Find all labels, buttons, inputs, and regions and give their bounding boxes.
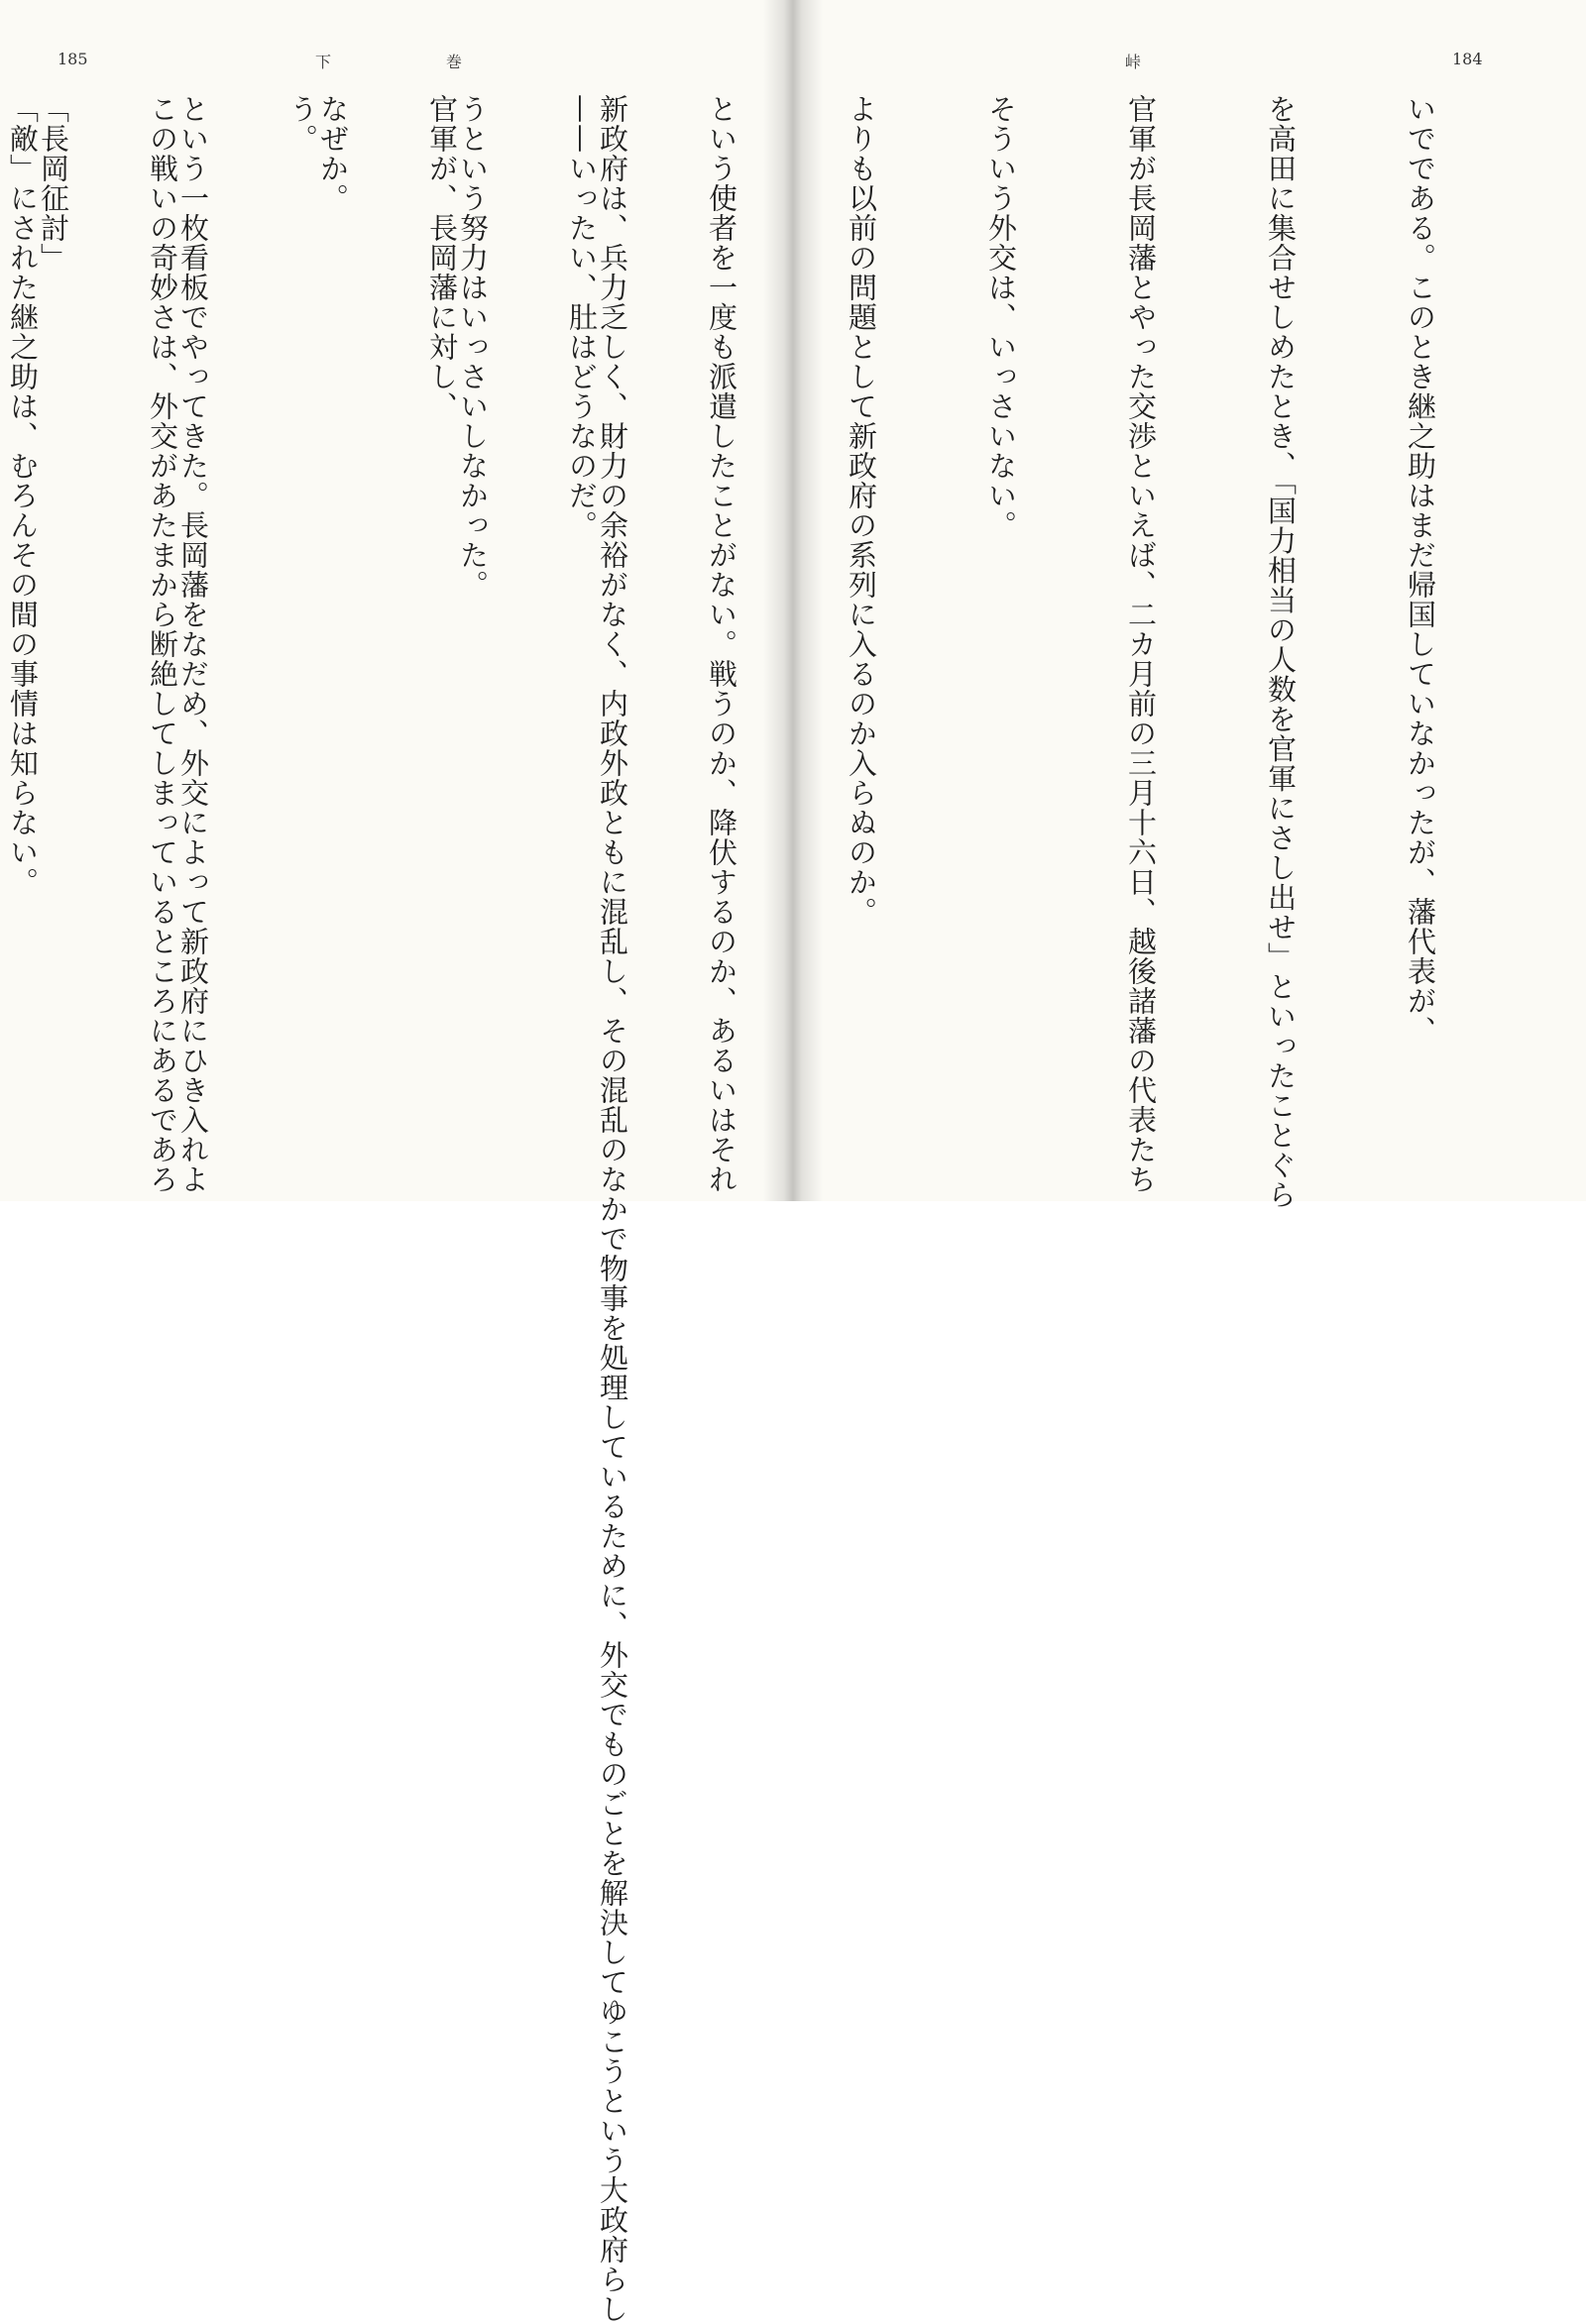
text-line: 新政府は、兵力乏しく、財力の余裕がなく、内政外政ともに混乱し、その混乱のなかで物事を処理しているために、外交でものごとを解決してゆこうという大政府らし (596, 94, 629, 2324)
text-line: という使者を一度も派遣したことがない。戦うのか、降伏するのか、あるいはそれ (705, 94, 738, 1194)
text-line: うという努力はいっさいしなかった。 (456, 94, 490, 600)
text-line: そういう外交は、いっさいない。 (984, 94, 1018, 540)
text-line: 官軍が長岡藩とやった交渉といえば、二カ月前の三月十六日、越後諸藩の代表たち (1124, 94, 1158, 1194)
text-line: 「敵」にされた継之助は、むろんその間の事情は知らない。 (6, 94, 40, 897)
running-title-left: 下 (315, 53, 334, 71)
text-line: ——いったい、肚はどうなのだ。 (565, 94, 599, 540)
page-number-right: 184 (1452, 50, 1483, 68)
text-line: 官軍が、長岡藩に対し、 (425, 94, 459, 421)
text-line: という一枚看板でやってきた。長岡藩をなだめ、外交によって新政府にひき入れよ (176, 94, 210, 1194)
running-title-right: 峠 (1125, 53, 1142, 71)
running-volume-left: 巻 (446, 53, 463, 71)
text-line: を高田に集合せしめたとき、「国力相当の人数を官軍にさし出せ」といったことぐら (1264, 94, 1298, 1210)
page-number-left: 185 (57, 50, 88, 68)
text-line: う。 (285, 94, 319, 154)
text-line: いでである。このとき継之助はまだ帰国していなかったが、藩代表が、 (1404, 94, 1437, 1046)
text-line: よりも以前の問題として新政府の系列に入るのか入らぬのか。 (845, 94, 878, 927)
text-line: 「長岡征討」 (37, 94, 70, 273)
text-line: この戦いの奇妙さは、外交があたまから断絶してしまっているところにあるであろ (146, 94, 179, 1194)
text-line: なぜか。 (316, 94, 350, 213)
